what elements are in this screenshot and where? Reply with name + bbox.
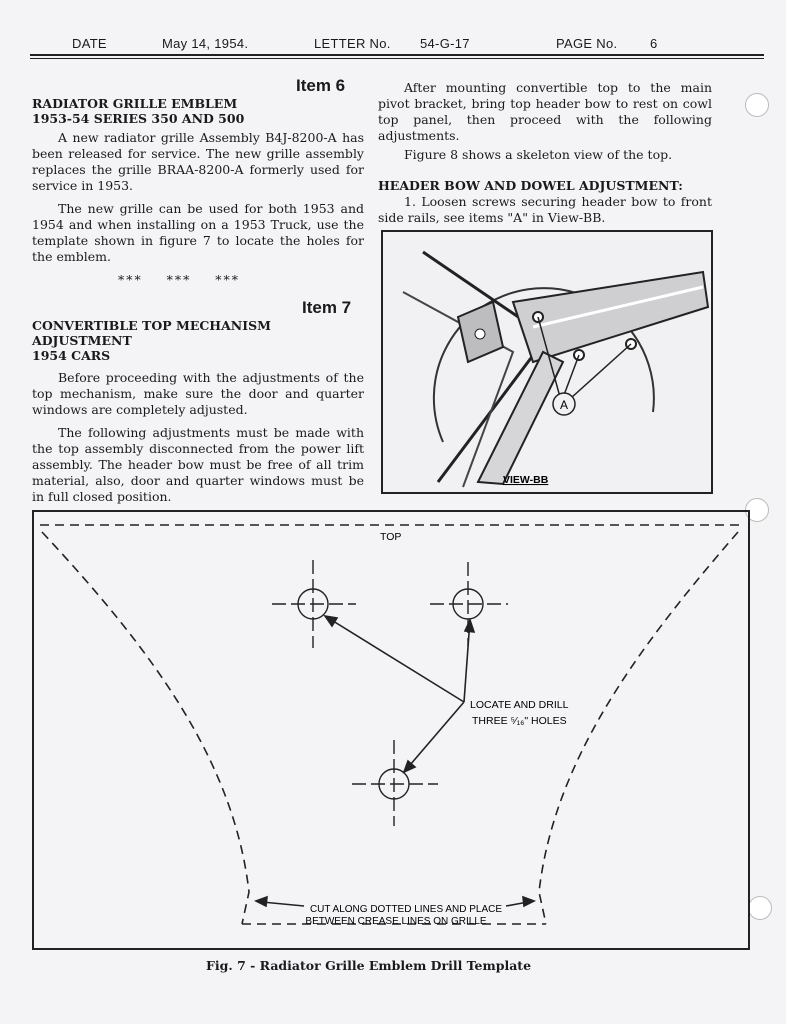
date-value: May 14, 1954. bbox=[162, 36, 249, 51]
header-bow-subheading: HEADER BOW AND DOWEL ADJUSTMENT: bbox=[378, 178, 683, 193]
item-7-title bbox=[32, 318, 271, 363]
template-top-label: TOP bbox=[380, 531, 402, 543]
drill-hole-1 bbox=[272, 560, 356, 648]
date-label: DATE bbox=[72, 36, 107, 51]
cut-instruction-line1: CUT ALONG DOTTED LINES AND PLACE bbox=[309, 904, 503, 915]
bracket-bolt bbox=[475, 329, 485, 339]
separator-asterisks: *** *** *** bbox=[118, 272, 241, 287]
right-paragraph-2: Figure 8 shows a skeleton view of the top. bbox=[404, 147, 673, 162]
item-7-paragraph-2: The following adjustments must be made with the top assembly disconnected from the power lift assembly. The header bow must be free of all trim material, also, door and quarter windows must be in full closed position. bbox=[32, 425, 364, 504]
item-7-heading: Item 7 bbox=[302, 298, 352, 317]
figure-7-caption: Fig. 7 - Radiator Grille Emblem Drill Template bbox=[206, 958, 532, 973]
item-7-title-line1: CONVERTIBLE TOP MECHANISM bbox=[32, 318, 271, 333]
drill-template-figure bbox=[32, 510, 750, 950]
drill-hole-3 bbox=[352, 740, 438, 826]
item-6-heading: Item 6 bbox=[296, 76, 346, 95]
item-6-title bbox=[32, 96, 244, 126]
drill-template-drawing bbox=[34, 512, 748, 948]
drill-instruction-line2: THREE ⁵⁄₁₆" HOLES bbox=[472, 715, 567, 727]
view-bb-figure bbox=[381, 230, 713, 494]
template-left-dashed-edge bbox=[42, 532, 249, 924]
item-6-title-line2: 1953-54 SERIES 350 AND 500 bbox=[32, 111, 245, 126]
page-number-value: 6 bbox=[650, 36, 658, 51]
item-6-paragraph-1: A new radiator grille Assembly B4J-8200-A has been released for service. The new grille assembly replaces the grille BRAA-8200-A formerly used for service in 1953. bbox=[32, 130, 364, 193]
page-number-label: PAGE No. bbox=[556, 36, 618, 51]
step-1-text: 1. Loosen screws securing header bow to front side rails, see items "A" in View-BB. bbox=[378, 194, 712, 225]
callout-a-label: A bbox=[559, 398, 569, 412]
punch-hole-bottom bbox=[748, 896, 772, 920]
right-paragraph-1: After mounting convertible top to the main pivot bracket, bring top header bow to rest on cowl top panel, then proceed with the following adjustments. bbox=[378, 80, 712, 143]
header-bow-illustration bbox=[383, 232, 711, 492]
side-rail-outline bbox=[423, 252, 543, 482]
item-6-title-line1: RADIATOR GRILLE EMBLEM bbox=[32, 96, 238, 111]
header-rule-thin bbox=[30, 58, 764, 59]
drill-instruction-line1: LOCATE AND DRILL bbox=[470, 699, 569, 711]
letter-number-value: 54-G-17 bbox=[420, 36, 470, 51]
header-rule bbox=[30, 54, 764, 56]
template-right-dashed-edge bbox=[539, 532, 738, 924]
item-7-paragraph-1: Before proceeding with the adjustments of the top mechanism, make sure the door and quarter windows are completely adjusted. bbox=[32, 370, 364, 417]
item-7-title-line3: 1954 CARS bbox=[32, 348, 111, 363]
item-7-title-line2: ADJUSTMENT bbox=[32, 333, 132, 348]
letter-number-label: LETTER No. bbox=[314, 36, 391, 51]
item-6-paragraph-2: The new grille can be used for both 1953 and 1954 and when installing on a 1953 Truck, use the template shown in figure 7 to locate the holes for the emblem. bbox=[32, 201, 364, 264]
view-bb-label: VIEW-BB bbox=[503, 474, 549, 486]
punch-hole-top bbox=[745, 93, 769, 117]
cut-instruction-line2: BETWEEN CREASE LINES ON GRILLE bbox=[305, 916, 487, 927]
